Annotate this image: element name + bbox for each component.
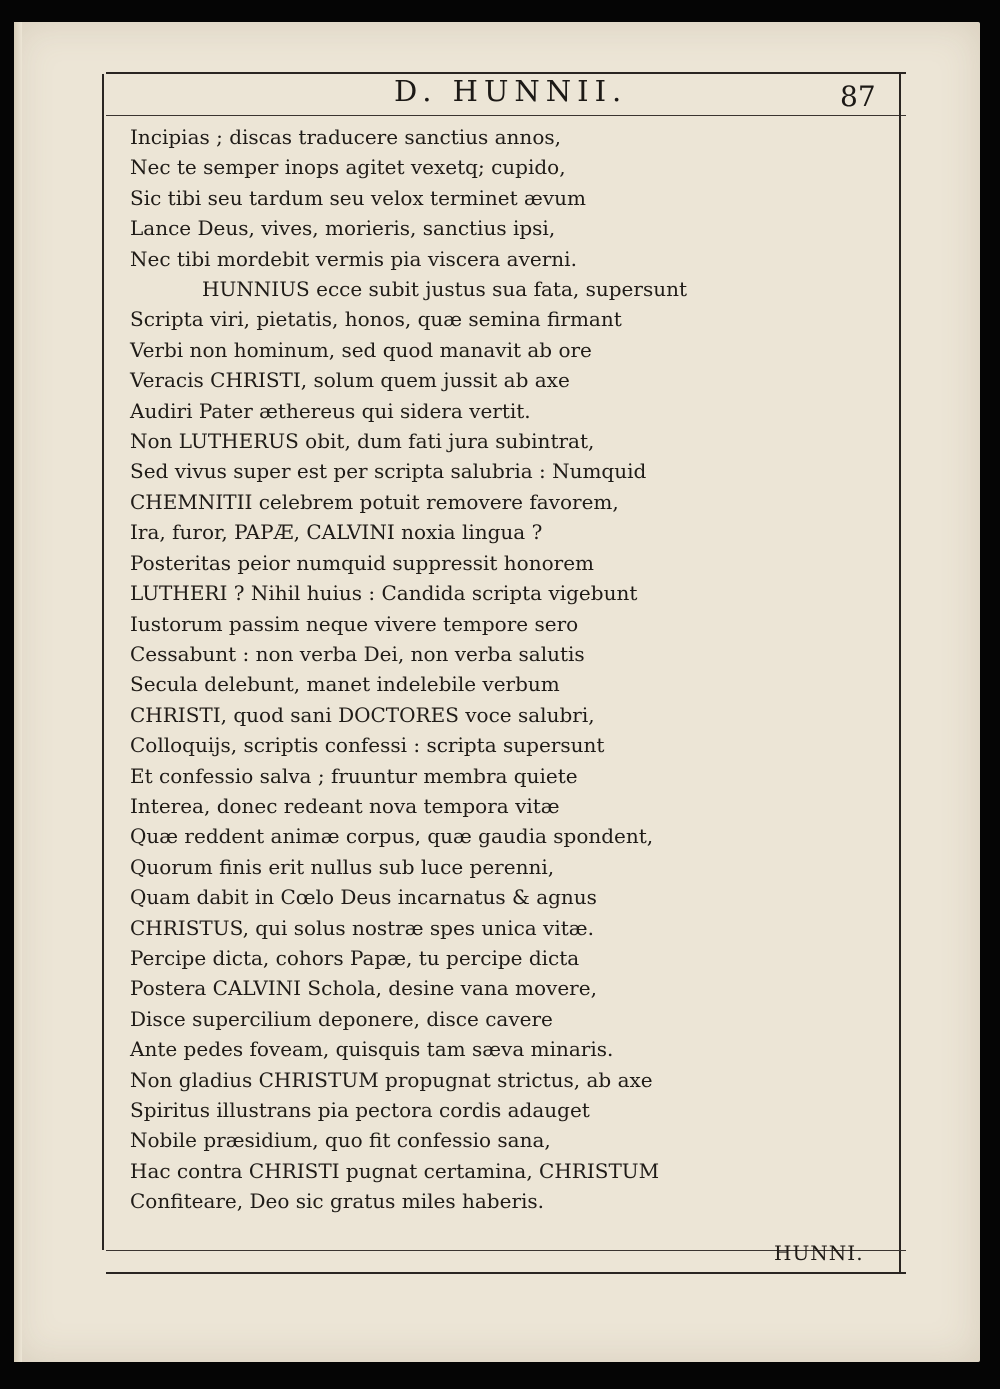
- verse-line: Interea, donec redeant nova tempora vitæ: [130, 793, 560, 818]
- verse-line: Postera CALVINI Schola, desine vana movere,: [130, 976, 597, 1001]
- verse-line: Incipias ; discas traducere sanctius annos,: [130, 125, 561, 149]
- verse-line: Veracis CHRISTI, solum quem jussit ab axe: [130, 368, 570, 393]
- verse-line: Colloquijs, scriptis confessi : scripta supersunt: [130, 733, 605, 758]
- verse-line: Percipe dicta, cohors Papæ, tu percipe dicta: [130, 945, 580, 970]
- verse-line: Ira, furor, PAPÆ, CALVINI noxia lingua ?: [130, 520, 543, 545]
- verse-line: Nec te semper inops agitet vexetq; cupido,: [130, 155, 566, 180]
- verse-line: Non gladius CHRISTUM propugnat strictus, ab axe: [130, 1067, 653, 1092]
- verse-line: Non LUTHERUS obit, dum fati jura subintrat,: [130, 429, 595, 454]
- verse-line: Quæ reddent animæ corpus, quæ gaudia spondent,: [130, 824, 654, 849]
- verse-line: CHEMNITII celebrem potuit removere favorem,: [130, 489, 619, 514]
- page-number: 87: [840, 80, 876, 113]
- verse-line: Scripta viri, pietatis, honos, quæ semina firmant: [130, 307, 622, 332]
- verse-line: LUTHERI ? Nihil huius : Candida scripta vigebunt: [130, 581, 638, 606]
- verse-line: Iustorum passim neque vivere tempore sero: [130, 611, 579, 636]
- verse-line: Verbi non hominum, sed quod manavit ab ore: [130, 337, 592, 362]
- verse-line: Posteritas peior numquid suppressit honorem: [130, 550, 594, 575]
- verse-line: Audiri Pater æthereus qui sidera vertit.: [130, 398, 531, 423]
- frame-rule-left: [102, 74, 104, 1250]
- verse-line: Quorum finis erit nullus sub luce perenni,: [130, 854, 555, 879]
- verse-line: Secula delebunt, manet indelebile verbum: [130, 672, 560, 697]
- catchword: HUNNI.: [774, 1241, 864, 1265]
- verse-line: Confiteare, Deo sic gratus miles haberis.: [130, 1189, 545, 1214]
- verse-line: Sic tibi seu tardum seu velox terminet ævum: [130, 185, 586, 210]
- frame-rule-right: [899, 74, 901, 1274]
- verse-line: CHRISTI, quod sani DOCTORES voce salubri,: [130, 702, 595, 727]
- verse-line: Nobile præsidium, quo fit confessio sana,: [130, 1128, 551, 1153]
- verse-line: Cessabunt : non verba Dei, non verba salutis: [130, 641, 585, 666]
- verse-line: Et confessio salva ; fruuntur membra quiete: [130, 763, 578, 788]
- verse-line: Sed vivus super est per scripta salubria : Numquid: [130, 459, 647, 484]
- verse-body: [130, 122, 890, 1217]
- footer-rule-bottom: [106, 1272, 906, 1274]
- verse-line: Lance Deus, vives, morieris, sanctius ipsi,: [130, 216, 556, 241]
- verse-line: Spiritus illustrans pia pectora cordis adauget: [130, 1098, 590, 1122]
- header-rule-bottom: [106, 115, 906, 116]
- verse-line: HUNNIUS ecce subit justus sua fata, supersunt: [202, 277, 687, 302]
- verse-line: Hac contra CHRISTI pugnat certamina, CHRISTUM: [130, 1158, 660, 1183]
- page-left-edge: [14, 22, 22, 1362]
- verse-line: CHRISTUS, qui solus nostræ spes unica vitæ.: [130, 915, 594, 940]
- running-title: D. HUNNII.: [394, 74, 628, 108]
- verse-line: Nec tibi mordebit vermis pia viscera averni.: [130, 246, 577, 271]
- book-page: [14, 22, 980, 1362]
- verse-line: Disce supercilium deponere, disce cavere: [130, 1006, 553, 1031]
- verse-line: Quam dabit in Cœlo Deus incarnatus & agnus: [130, 885, 597, 910]
- verse-line: Ante pedes foveam, quisquis tam sæva minaris.: [130, 1037, 614, 1062]
